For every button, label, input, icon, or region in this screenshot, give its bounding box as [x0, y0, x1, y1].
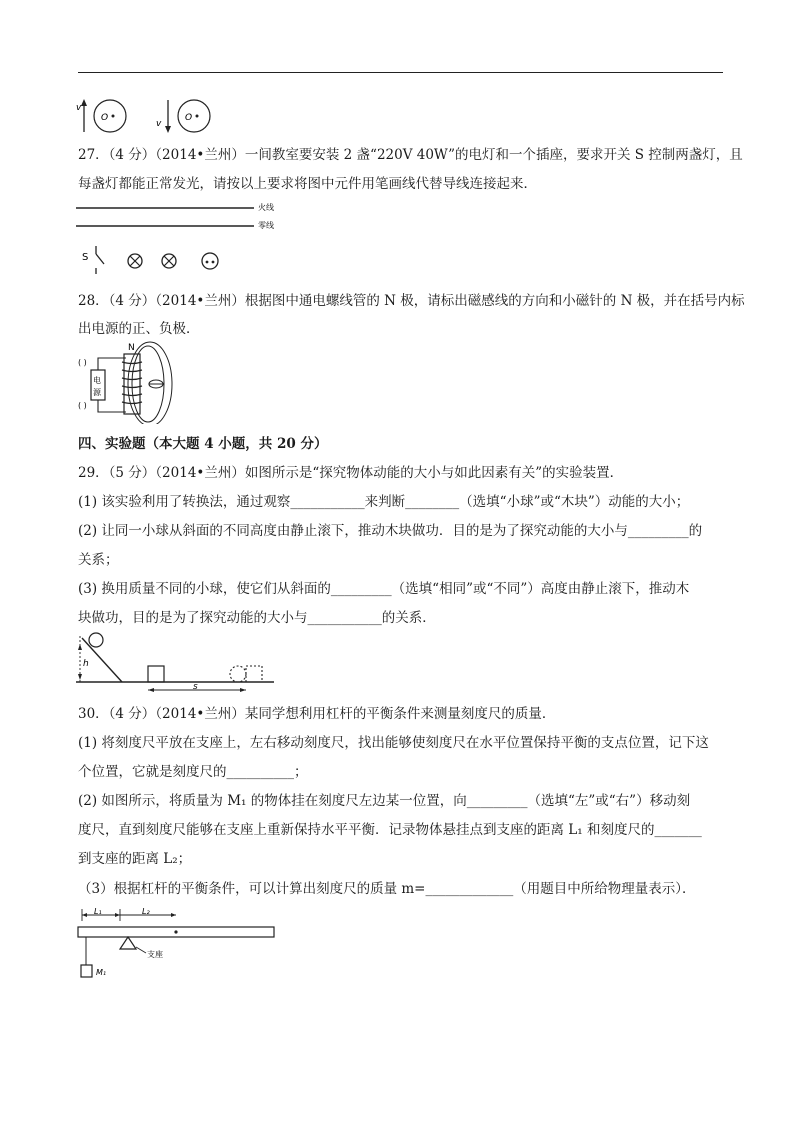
bracket-bottom: ( ) [78, 401, 87, 410]
power-label-2: 源 [93, 388, 101, 397]
section-4-title: 四、实验题（本大题 4 小题，共 20 分） [78, 436, 328, 452]
center-label-1: O [101, 113, 109, 123]
q29-line-6: 块做功，目的是为了探究动能的大小与___________的关系． [78, 610, 436, 626]
q27-line-1: 27．（4 分）（2014•兰州）一间教室要安装 2 盏“220V 40W”的电灯和一个插座，要求开关 S 控制两盏灯，且 [78, 147, 743, 163]
distance-label: s [193, 682, 198, 692]
q30-line-4: (2) 如图所示，将质量为 M₁ 的物体挂在刻度尺左边某一位置，向_________（选填“左”或“右”）移动刻 [78, 793, 691, 809]
bracket-top: ( ) [78, 358, 87, 367]
mass-label: M₁ [96, 968, 107, 977]
switch-label: S [82, 252, 89, 263]
q30-line-3: 个位置，它就是刻度尺的__________； [78, 764, 308, 780]
q29-line-4: 关系； [78, 552, 119, 568]
center-label-2: O [185, 113, 193, 123]
q29-line-1: 29．（5 分）（2014•兰州）如图所示是“探究物体动能的大小与如此因素有关”的实验装置． [78, 465, 624, 481]
height-label: h [83, 659, 89, 669]
q30-line-1: 30．（4 分）（2014•兰州）某同学想利用杠杆的平衡条件来测量刻度尺的质量． [78, 706, 556, 722]
q29-line-5: (3) 换用质量不同的小球，使它们从斜面的_________（选填“相同”或“不同”）高度由静止滚下，推动木 [78, 581, 690, 597]
live-wire-label: 火线 [258, 203, 274, 212]
l2-label: L₂ [142, 907, 150, 916]
solenoid-figure [76, 338, 176, 424]
q28-line-2: 出电源的正、负极． [78, 321, 200, 337]
power-label-1: 电 [93, 376, 101, 385]
neutral-wire-label: 零线 [258, 221, 274, 230]
q29-line-2: (1) 该实验利用了转换法，通过观察___________来判断________（选填“小球”或“木块”）动能的大小； [78, 494, 690, 510]
header-rule [78, 72, 723, 73]
circle-velocity-figure [76, 96, 216, 138]
circuit-figure [76, 198, 286, 278]
q28-line-1: 28．（4 分）（2014•兰州）根据图中通电螺线管的 N 极，请标出磁感线的方向和小磁针的 N 极，并在括号内标 [78, 293, 745, 309]
north-pole-label: N [128, 343, 135, 353]
l1-label: L₁ [94, 907, 102, 916]
velocity-label-1: v [76, 103, 82, 113]
q30-line-7: （3）根据杠杆的平衡条件，可以计算出刻度尺的质量 m=_____________（用题目中所给物理量表示）． [78, 881, 696, 897]
q27-line-2: 每盏灯都能正常发光，请按以上要求将图中元件用笔画线代替导线连接起来． [78, 176, 537, 192]
lever-figure [76, 907, 286, 983]
q30-line-2: (1) 将刻度尺平放在支座上，左右移动刻度尺，找出能够使刻度尺在水平位置保持平衡的支点位置，记下这 [78, 735, 709, 751]
q29-line-3: (2) 让同一小球从斜面的不同高度由静止滚下，推动木块做功．目的是为了探究动能的大小与_________的 [78, 523, 703, 539]
velocity-label-2: v [156, 119, 162, 129]
q30-line-6: 到支座的距离 L₂； [78, 851, 192, 867]
support-label: 支座 [147, 950, 163, 959]
incline-figure [76, 632, 276, 696]
q30-line-5: 度尺，直到刻度尺能够在支座上重新保持水平平衡．记录物体悬挂点到支座的距离 L₁ 和刻度尺的_______ [78, 822, 702, 838]
